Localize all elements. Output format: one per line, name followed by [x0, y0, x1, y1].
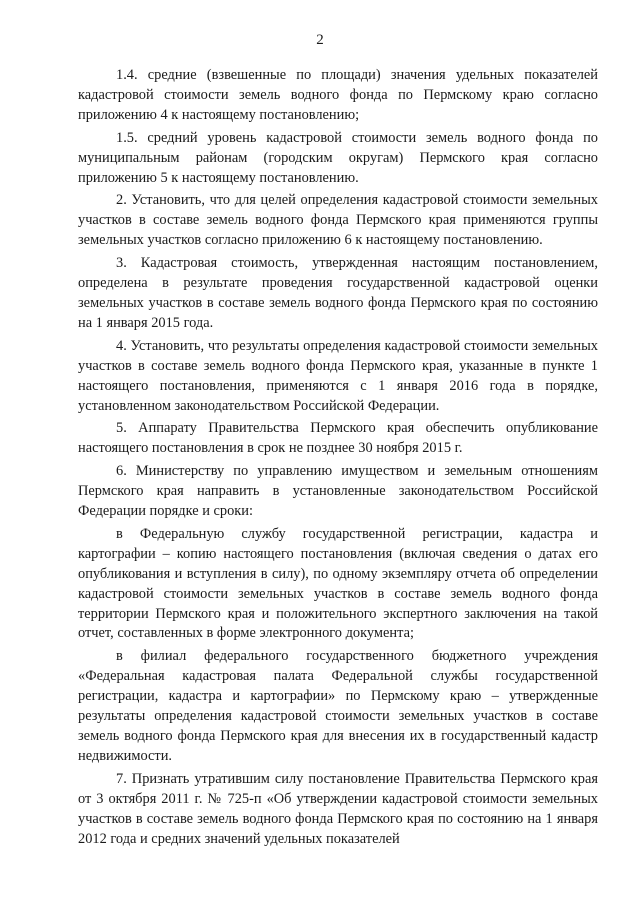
page-number: 2	[316, 32, 324, 48]
paragraph-7: 7. Признать утратившим силу постановление Правительства Пермского края от 3 октября 2011 г. № 725-п «Об утверждении кадастровой стоимости земельных участков в составе земель водного фонда Пермского края по состоянию на 1 января 2012 года и средних значений удельных показателей	[78, 770, 598, 847]
paragraph-6: 6. Министерству по управлению имуществом и земельным отношениям Пермского края направить в установленные законодательством Российской Федерации порядке и сроки:	[78, 463, 598, 520]
document-body	[78, 66, 598, 849]
paragraph-6-cadastral-chamber: в филиал федерального государственного бюджетного учреждения «Федеральная кадастровая палата Федеральной службы государственной регистрации, кадастра и картографии» по Пермскому краю – утвержденные результаты определения кадастровой стоимости земельных участков в составе земель водного фонда Пермского края для внесения их в государственный кадастр недвижимости.	[78, 648, 598, 764]
paragraph-6-rosreestr: в Федеральную службу государственной регистрации, кадастра и картографии – копию настоящего постановления (включая сведения о датах его опубликования и вступления в силу), по одному экземпляру отчета об определении кадастровой стоимости земельных участков в составе земель водного фонда территории Пермского края и положительного экспертного заключения на такой отчет, составленных в форме электронного документа;	[78, 525, 598, 642]
paragraph-1-5: 1.5. средний уровень кадастровой стоимости земель водного фонда по муниципальным районам (городским округам) Пермского края согласно приложению 5 к настоящему постановлению.	[78, 129, 598, 186]
paragraph-3: 3. Кадастровая стоимость, утвержденная настоящим постановлением, определена в результате проведения государственной кадастровой оценки земельных участков в составе земель водного фонда Пермского края по состоянию на 1 января 2015 года.	[78, 255, 598, 331]
paragraph-2: 2. Установить, что для целей определения кадастровой стоимости земельных участков в составе земель водного фонда Пермского края применяются группы земельных участков согласно приложению 6 к настоящему постановлению.	[78, 192, 598, 249]
paragraph-5: 5. Аппарату Правительства Пермского края обеспечить опубликование настоящего постановления в срок не позднее 30 ноября 2015 г.	[78, 420, 598, 457]
paragraph-4: 4. Установить, что результаты определения кадастровой стоимости земельных участков в составе земель водного фонда Пермского края, указанные в пункте 1 настоящего постановления, применяются с 1 января 2016 года в порядке, установленном законодательством Российской Федерации.	[78, 337, 598, 414]
paragraph-1-4: 1.4. средние (взвешенные по площади) значения удельных показателей кадастровой стоимости земель водного фонда по Пермскому краю согласно приложению 4 к настоящему постановлению;	[78, 67, 598, 123]
